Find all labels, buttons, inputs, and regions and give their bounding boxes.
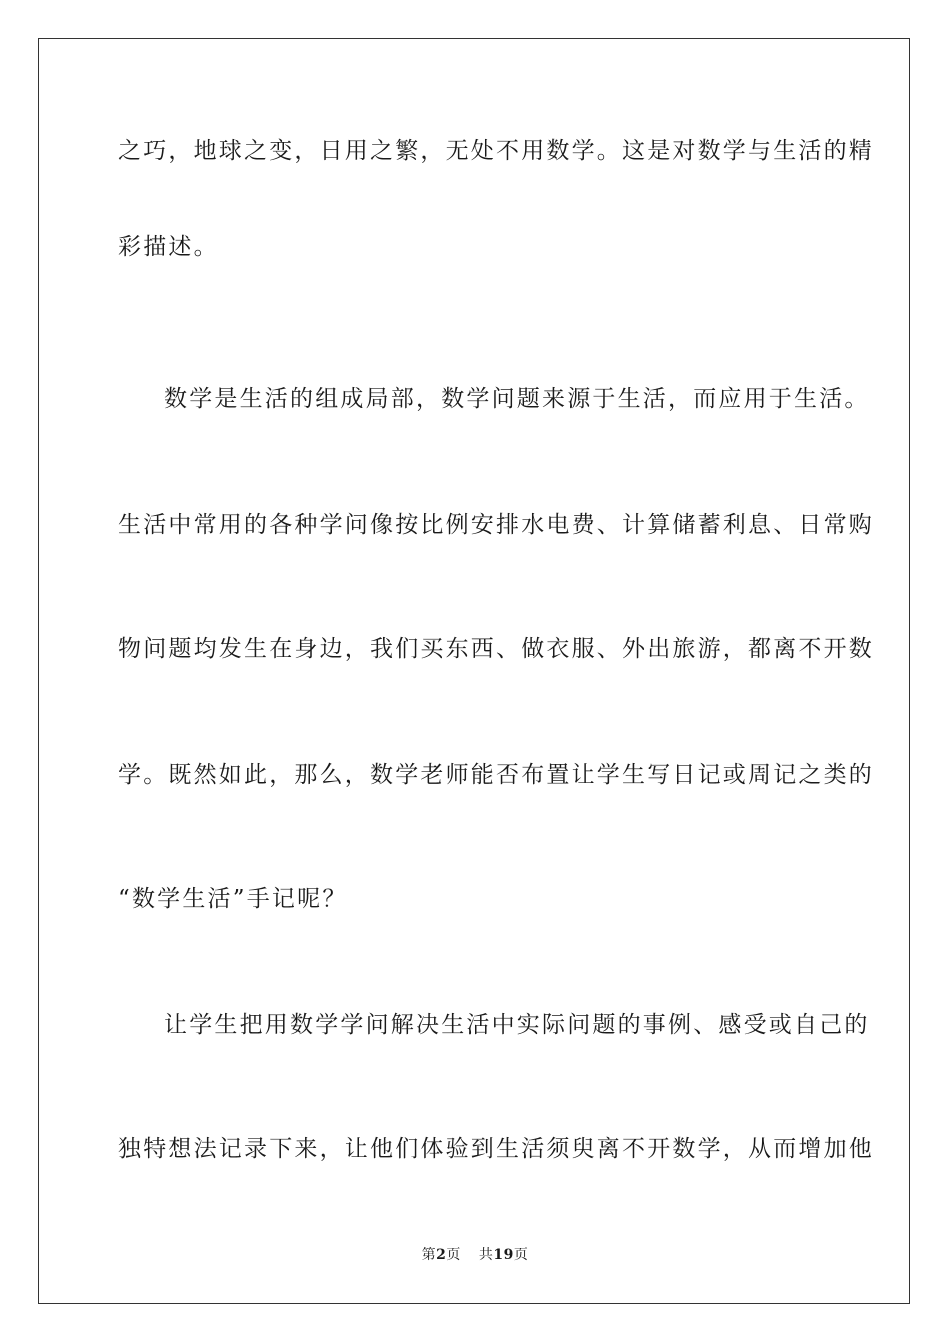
page-border: [38, 38, 910, 1304]
body-line-5: 物问题均发生在身边，我们买东西、做衣服、外出旅游，都离不开数: [118, 636, 874, 662]
body-line-6: 学。既然如此，那么，数学老师能否布置让学生写日记或周记之类的: [118, 762, 874, 788]
body-line-1: 之巧，地球之变，日用之繁，无处不用数学。这是对数学与生活的精: [118, 138, 874, 164]
footer-page-prefix: 第: [421, 1247, 437, 1263]
body-line-8: 让学生把用数学学问解决生活中实际问题的事例、感受或自己的: [164, 1012, 870, 1038]
footer-page-number: 2: [436, 1247, 447, 1263]
body-line-4: 生活中常用的各种学问像按比例安排水电费、计算储蓄利息、日常购: [118, 512, 874, 538]
footer-page-suffix: 页: [446, 1247, 461, 1263]
footer-total-prefix: 共: [478, 1247, 494, 1263]
footer-total-suffix: 页: [513, 1247, 529, 1263]
body-line-2: 彩描述。: [118, 234, 219, 260]
body-line-3: 数学是生活的组成局部，数学问题来源于生活，而应用于生活。: [164, 386, 870, 412]
page-footer: [0, 1246, 950, 1264]
body-line-7: “数学生活”手记呢？: [118, 886, 348, 912]
footer-total-pages: 19: [493, 1247, 514, 1263]
body-line-9: 独特想法记录下来，让他们体验到生活须臾离不开数学，从而增加他: [118, 1136, 874, 1162]
